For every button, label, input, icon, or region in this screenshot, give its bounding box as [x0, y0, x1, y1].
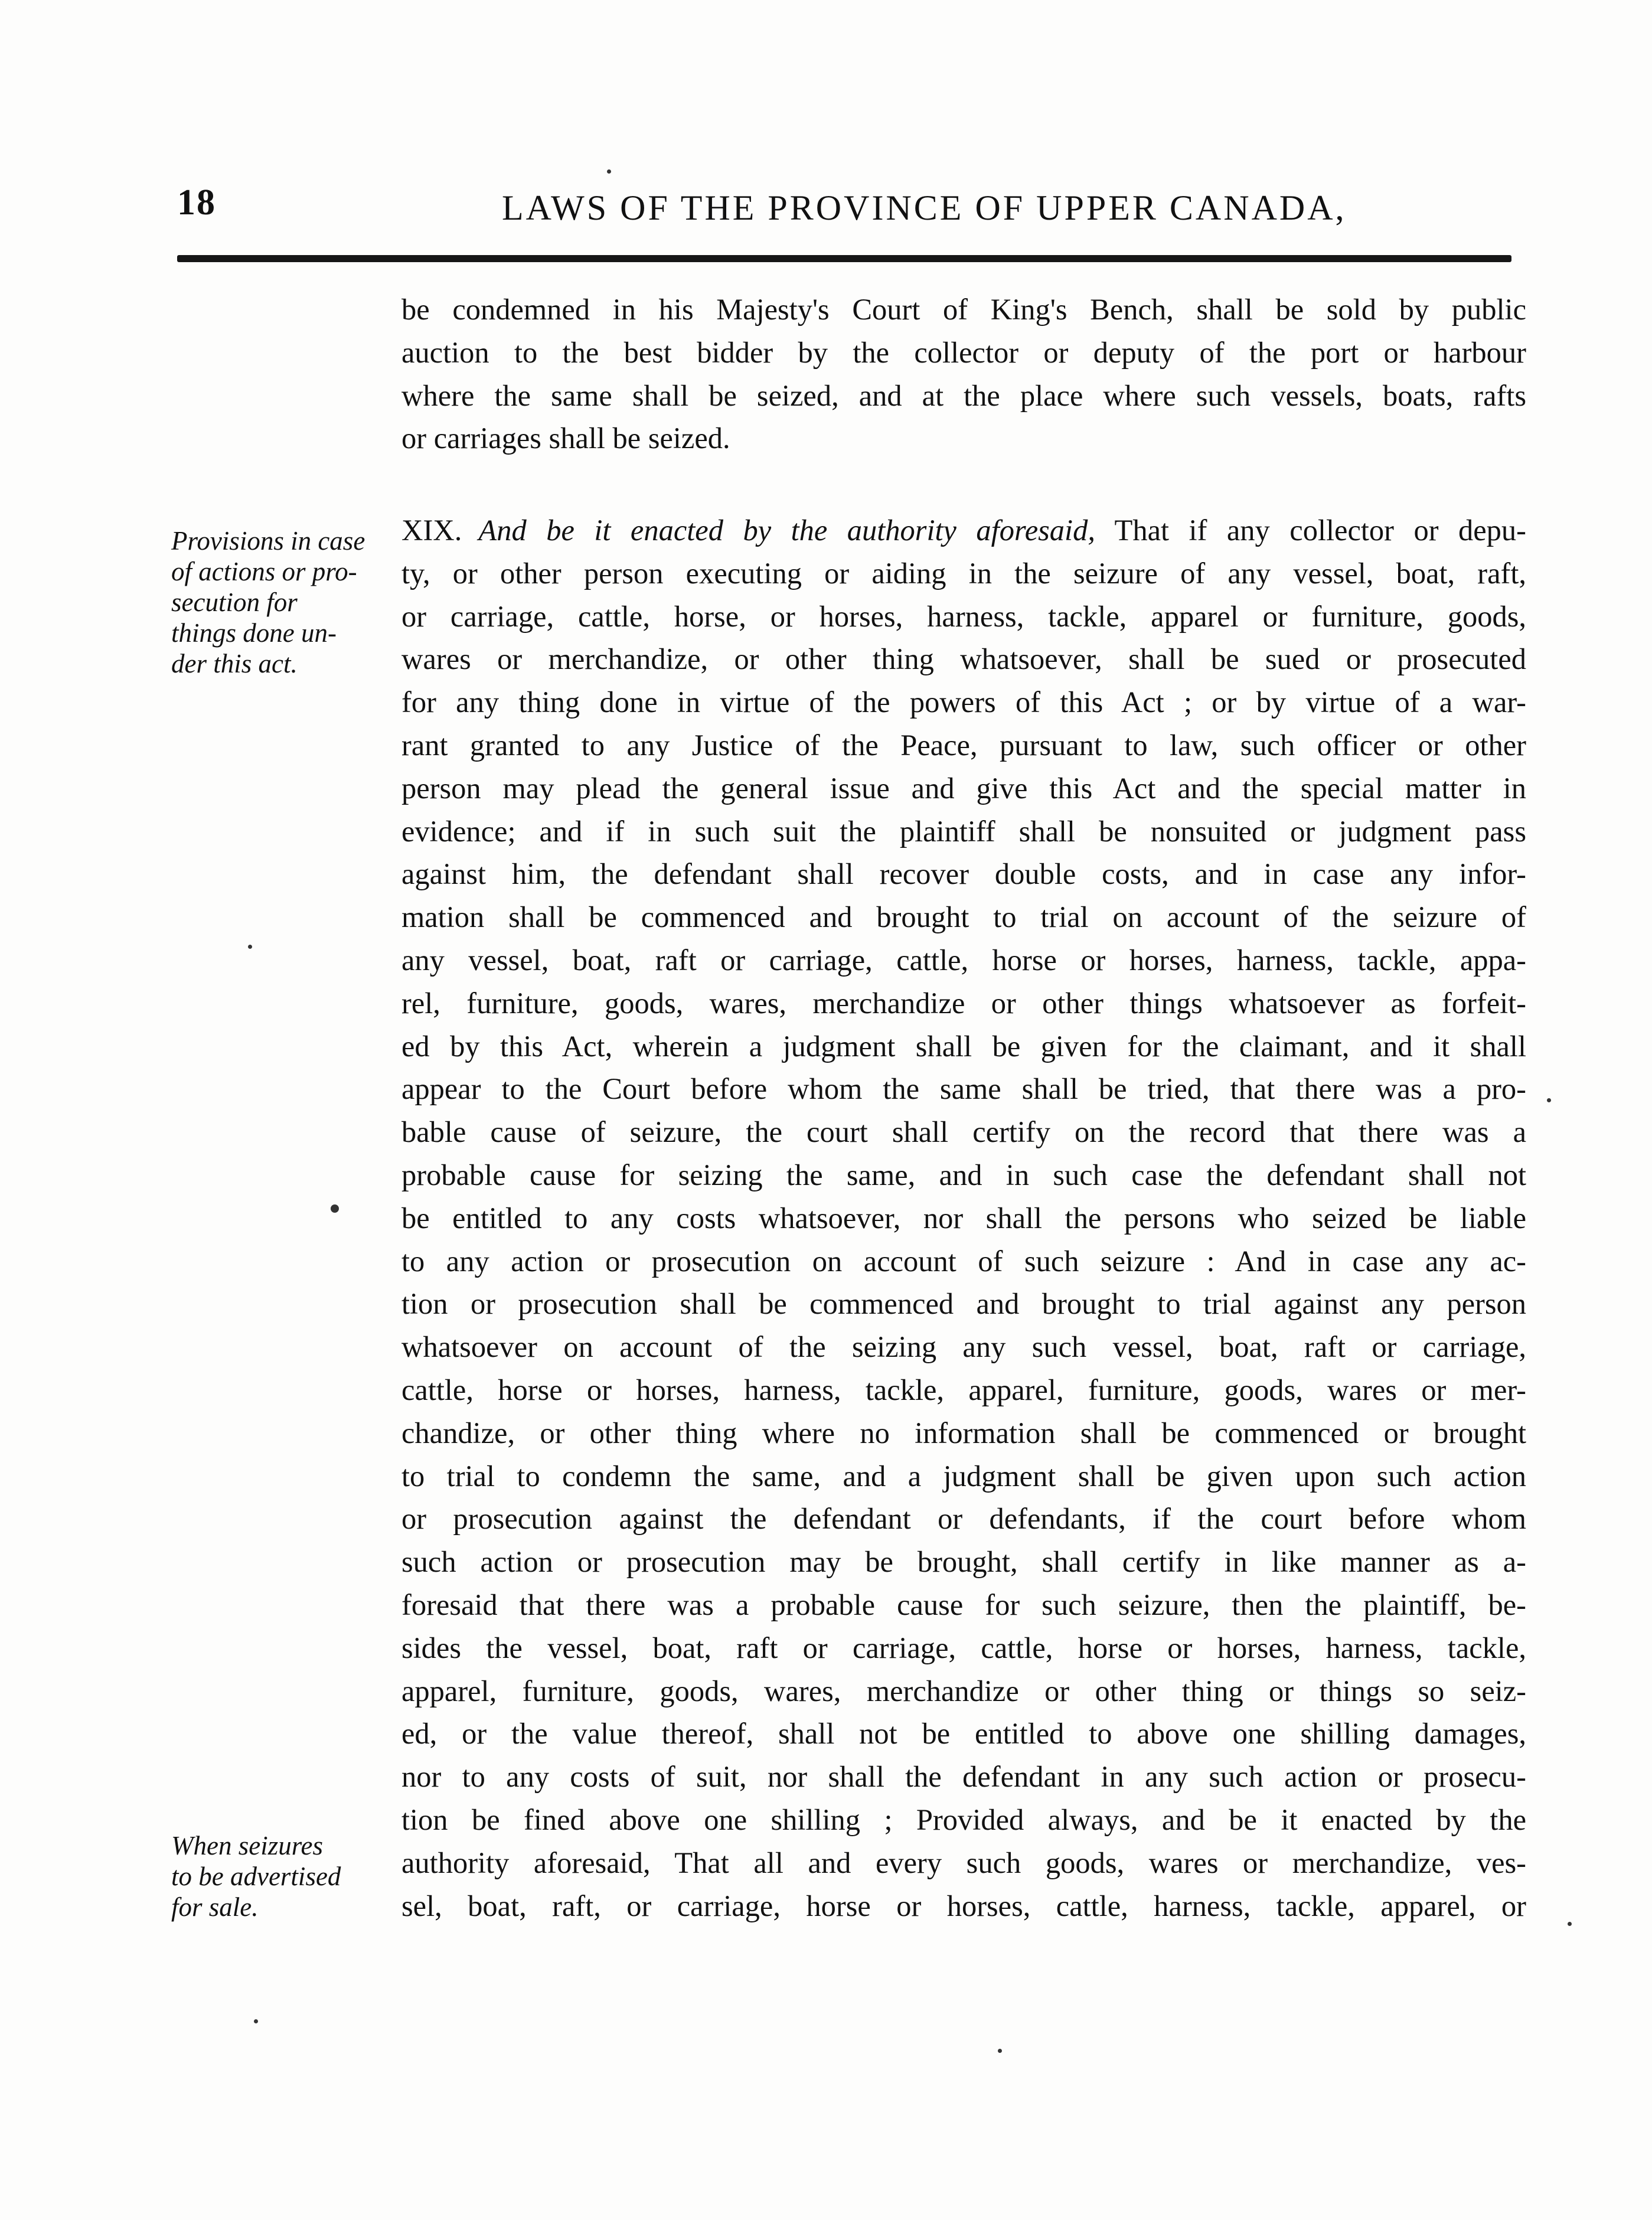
text-line: such action or prosecution may be brought, shall certify in like manner as a-: [401, 1545, 1526, 1579]
header-rule: [177, 255, 1511, 262]
text-line: any vessel, boat, raft or carriage, cattle, horse or horses, harness, tackle, appa-: [401, 943, 1526, 977]
text-line: chandize, or other thing where no information shall be commenced or brought: [401, 1416, 1526, 1449]
margin-note-line: Provisions in case: [171, 526, 365, 556]
text-line: mation shall be commenced and brought to trial on account of the seizure of: [401, 900, 1526, 934]
text-line: person may plead the general issue and give this Act and the special matter in: [401, 771, 1526, 805]
section-number: XIX.: [401, 514, 462, 547]
running-head: LAWS OF THE PROVINCE OF UPPER CANADA,: [502, 188, 1347, 227]
text-line: tion be fined above one shilling ; Provided always, and be it enacted by the: [401, 1803, 1526, 1836]
scan-speck: [1547, 1098, 1551, 1102]
text-line: probable cause for seizing the same, and in such case the defendant shall not: [401, 1158, 1526, 1191]
text-line: appear to the Court before whom the same shall be tried, that there was a pro-: [401, 1072, 1526, 1106]
text-line: to any action or prosecution on account of such seizure : And in case any ac-: [401, 1244, 1526, 1278]
text-line: be condemned in his Majesty's Court of King's Bench, shall be sold by public: [401, 293, 1526, 326]
text-line: whatsoever on account of the seizing any such vessel, boat, raft or carriage,: [401, 1330, 1526, 1364]
text-line: cattle, horse or horses, harness, tackle, apparel, furniture, goods, wares or mer-: [401, 1373, 1526, 1406]
margin-note-line: secution for: [171, 587, 298, 617]
continuation-paragraph: [401, 288, 1526, 460]
margin-note-line: things done un-: [171, 618, 337, 648]
text-line: auction to the best bidder by the collector or deputy of the port or harbour: [401, 335, 1526, 369]
text-line: against him, the defendant shall recover double costs, and in case any infor-: [401, 857, 1526, 891]
margin-note-line: der this act.: [171, 649, 298, 678]
margin-note-line: for sale.: [171, 1892, 259, 1922]
text-line: or prosecution against the defendant or defendants, if the court before whom: [401, 1502, 1526, 1536]
text-line: to trial to condemn the same, and a judgment shall be given upon such action: [401, 1459, 1526, 1493]
text-line: authority aforesaid, That all and every such goods, wares or merchandize, ves-: [401, 1846, 1526, 1879]
text-line: wares or merchandize, or other thing whatsoever, shall be sued or prosecuted: [401, 642, 1526, 676]
section-first-line: [401, 509, 1526, 552]
text-line: rel, furniture, goods, wares, merchandize or other things whatsoever as forfeit-: [401, 986, 1526, 1020]
scan-speck: [607, 169, 611, 174]
scan-speck: [998, 2049, 1002, 2053]
text-line: sel, boat, raft, or carriage, horse or horses, cattle, harness, tackle, apparel, or: [401, 1889, 1526, 1922]
text-line: foresaid that there was a probable cause for such seizure, then the plaintiff, be-: [401, 1588, 1526, 1621]
text-line: or carriages shall be seized.: [401, 422, 730, 455]
enacting-clause: And be it enacted by the authority aforesaid,: [478, 514, 1095, 547]
margin-note-line: of actions or pro-: [171, 557, 357, 586]
text-line: be entitled to any costs whatsoever, nor shall the persons who seized be liable: [401, 1201, 1526, 1235]
text-line: bable cause of seizure, the court shall certify on the record that there was a: [401, 1115, 1526, 1149]
text-line: ed, or the value thereof, shall not be entitled to above one shilling damages,: [401, 1717, 1526, 1751]
text-line: nor to any costs of suit, nor shall the defendant in any such action or prosecu-: [401, 1760, 1526, 1794]
margin-note-seizures: [171, 1830, 396, 1922]
text-line: or carriage, cattle, horse, or horses, harness, tackle, apparel or furniture, goods,: [401, 599, 1526, 633]
text-line: ty, or other person executing or aiding in the seizure of any vessel, boat, raft,: [401, 556, 1526, 590]
text-line: tion or prosecution shall be commenced and brought to trial against any person: [401, 1287, 1526, 1321]
page-number: 18: [177, 182, 216, 223]
scan-speck: [1568, 1922, 1572, 1926]
text-line: sides the vessel, boat, raft or carriage, cattle, horse or horses, harness, tackle,: [401, 1631, 1526, 1664]
margin-note-provisions: [171, 525, 396, 679]
text-line: where the same shall be seized, and at the place where such vessels, boats, rafts: [401, 378, 1526, 412]
text-line: for any thing done in virtue of the powers of this Act ; or by virtue of a war-: [401, 685, 1526, 719]
section-first-line-text: That if any collector or depu-: [1114, 514, 1526, 547]
scan-speck: [331, 1204, 339, 1213]
text-line: rant granted to any Justice of the Peace, pursuant to law, such officer or other: [401, 728, 1526, 762]
scan-speck: [248, 945, 252, 949]
text-line: evidence; and if in such suit the plaintiff shall be nonsuited or judgment pass: [401, 814, 1526, 848]
margin-note-line: to be advertised: [171, 1862, 341, 1891]
text-line: apparel, furniture, goods, wares, merchandize or other thing or things so seiz-: [401, 1674, 1526, 1708]
section-xix: [401, 509, 1526, 1927]
text-line: ed by this Act, wherein a judgment shall be given for the claimant, and it shall: [401, 1029, 1526, 1063]
margin-note-line: When seizures: [171, 1831, 324, 1860]
scan-speck: [254, 2019, 258, 2023]
